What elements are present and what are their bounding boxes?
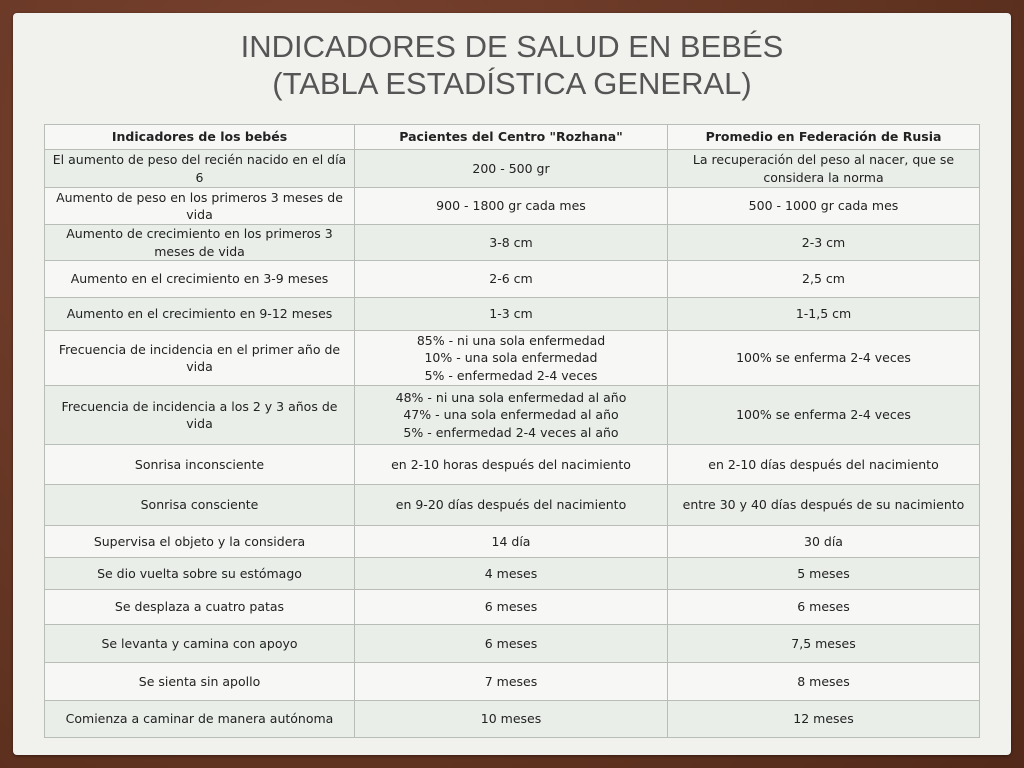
russia-value-cell bbox=[668, 701, 980, 738]
indicator-cell: Sonrisa consciente bbox=[45, 485, 355, 526]
center-value-cell bbox=[355, 331, 668, 386]
indicator-cell: Aumento en el crecimiento en 3-9 meses bbox=[45, 261, 355, 298]
indicator-cell: Se desplaza a cuatro patas bbox=[45, 590, 355, 625]
header-center-patients: Pacientes del Centro "Rozhana" bbox=[355, 125, 668, 150]
russia-value-cell bbox=[668, 625, 980, 663]
cell-line: 8 meses bbox=[797, 673, 850, 689]
cell-line: entre 30 y 40 días después de su nacimiento bbox=[682, 497, 965, 513]
cell-line: 5 meses bbox=[797, 565, 850, 581]
cell-line: 12 meses bbox=[793, 711, 854, 727]
indicator-cell: Comienza a caminar de manera autónoma bbox=[45, 701, 355, 738]
cell-line: 1-3 cm bbox=[489, 306, 533, 322]
table-row bbox=[45, 526, 980, 558]
indicator-cell: Aumento de crecimiento en los primeros 3 meses de vida bbox=[45, 225, 355, 261]
cell-line: 5% - enfermedad 2-4 veces al año bbox=[403, 424, 619, 440]
center-value-cell bbox=[355, 485, 668, 526]
cell-line: 30 día bbox=[804, 533, 843, 549]
cell-line: 14 día bbox=[491, 533, 531, 549]
cell-line: 2-3 cm bbox=[801, 234, 846, 250]
center-value-cell bbox=[355, 625, 668, 663]
cell-line: 5% - enfermedad 2-4 veces bbox=[424, 367, 598, 383]
russia-value-cell bbox=[668, 225, 980, 261]
slide-title bbox=[13, 28, 1011, 102]
table-row bbox=[45, 590, 980, 625]
cell-line: 47% - una sola enfermedad al año bbox=[403, 407, 619, 423]
indicator-cell: Aumento en el crecimiento en 9-12 meses bbox=[45, 298, 355, 331]
russia-value-cell bbox=[668, 298, 980, 331]
table-body bbox=[45, 150, 980, 738]
table-header-row bbox=[45, 125, 980, 150]
table-row bbox=[45, 445, 980, 485]
center-value-cell bbox=[355, 188, 668, 225]
center-value-cell bbox=[355, 526, 668, 558]
center-value-cell bbox=[355, 386, 668, 445]
health-indicators-table bbox=[44, 124, 980, 738]
cell-line: 4 meses bbox=[484, 565, 538, 581]
header-russia-average: Promedio en Federación de Rusia bbox=[668, 125, 980, 150]
cell-line: 48% - ni una sola enfermedad al año bbox=[395, 389, 627, 405]
cell-line: La recuperación del peso al nacer, que se considera la norma bbox=[692, 152, 955, 185]
center-value-cell bbox=[355, 298, 668, 331]
table-row bbox=[45, 225, 980, 261]
center-value-cell bbox=[355, 558, 668, 590]
cell-line: en 2-10 días después del nacimiento bbox=[708, 456, 939, 472]
cell-line: 100% se enferma 2-4 veces bbox=[736, 350, 911, 366]
slide-title-line-2: (TABLA ESTADÍSTICA GENERAL) bbox=[272, 66, 752, 101]
cell-line: en 2-10 horas después del nacimiento bbox=[391, 456, 631, 472]
center-value-cell bbox=[355, 590, 668, 625]
russia-value-cell bbox=[668, 331, 980, 386]
cell-line: 10 meses bbox=[480, 711, 542, 727]
indicator-cell: Frecuencia de incidencia a los 2 y 3 años de vida bbox=[45, 386, 355, 445]
russia-value-cell bbox=[668, 526, 980, 558]
russia-value-cell bbox=[668, 261, 980, 298]
russia-value-cell bbox=[668, 445, 980, 485]
cell-line: 1-1,5 cm bbox=[795, 306, 852, 322]
indicator-cell: Frecuencia de incidencia en el primer año de vida bbox=[45, 331, 355, 386]
center-value-cell bbox=[355, 445, 668, 485]
russia-value-cell bbox=[668, 558, 980, 590]
russia-value-cell bbox=[668, 386, 980, 445]
cell-line: 6 meses bbox=[484, 635, 538, 651]
table-row bbox=[45, 485, 980, 526]
russia-value-cell bbox=[668, 590, 980, 625]
russia-value-cell bbox=[668, 150, 980, 188]
table-row bbox=[45, 261, 980, 298]
russia-value-cell bbox=[668, 485, 980, 526]
cell-line: 85% - ni una sola enfermedad bbox=[416, 332, 606, 348]
cell-line: 2,5 cm bbox=[802, 271, 845, 287]
table-row bbox=[45, 625, 980, 663]
cell-line: 7,5 meses bbox=[791, 635, 856, 651]
center-value-cell bbox=[355, 663, 668, 701]
center-value-cell bbox=[355, 225, 668, 261]
cell-line: 6 meses bbox=[797, 599, 850, 615]
cell-line: 200 - 500 gr bbox=[472, 160, 550, 176]
table-row bbox=[45, 331, 980, 386]
slide bbox=[13, 13, 1011, 755]
cell-line: 2-6 cm bbox=[489, 271, 533, 287]
cell-line: 10% - una sola enfermedad bbox=[424, 350, 598, 366]
table-row bbox=[45, 150, 980, 188]
cell-line: 7 meses bbox=[484, 673, 538, 689]
table-row bbox=[45, 188, 980, 225]
russia-value-cell bbox=[668, 188, 980, 225]
indicator-cell: El aumento de peso del recién nacido en el día 6 bbox=[45, 150, 355, 188]
center-value-cell bbox=[355, 150, 668, 188]
indicator-cell: Aumento de peso en los primeros 3 meses de vida bbox=[45, 188, 355, 225]
indicator-cell: Se sienta sin apollo bbox=[45, 663, 355, 701]
table-row bbox=[45, 558, 980, 590]
indicator-cell: Se levanta y camina con apoyo bbox=[45, 625, 355, 663]
header-indicators: Indicadores de los bebés bbox=[45, 125, 355, 150]
table-row bbox=[45, 386, 980, 445]
center-value-cell bbox=[355, 261, 668, 298]
slide-title-line-1: INDICADORES DE SALUD EN BEBÉS bbox=[240, 29, 784, 64]
center-value-cell bbox=[355, 701, 668, 738]
cell-line: 500 - 1000 gr cada mes bbox=[748, 198, 899, 214]
cell-line: 100% se enferma 2-4 veces bbox=[736, 407, 911, 423]
indicator-cell: Supervisa el objeto y la considera bbox=[45, 526, 355, 558]
table-row bbox=[45, 701, 980, 738]
table-row bbox=[45, 298, 980, 331]
cell-line: 900 - 1800 gr cada mes bbox=[436, 198, 586, 214]
russia-value-cell bbox=[668, 663, 980, 701]
cell-line: en 9-20 días después del nacimiento bbox=[395, 497, 627, 513]
cell-line: 3-8 cm bbox=[489, 234, 533, 250]
table-row bbox=[45, 663, 980, 701]
indicator-cell: Sonrisa inconsciente bbox=[45, 445, 355, 485]
cell-line: 6 meses bbox=[484, 599, 538, 615]
indicator-cell: Se dio vuelta sobre su estómago bbox=[45, 558, 355, 590]
